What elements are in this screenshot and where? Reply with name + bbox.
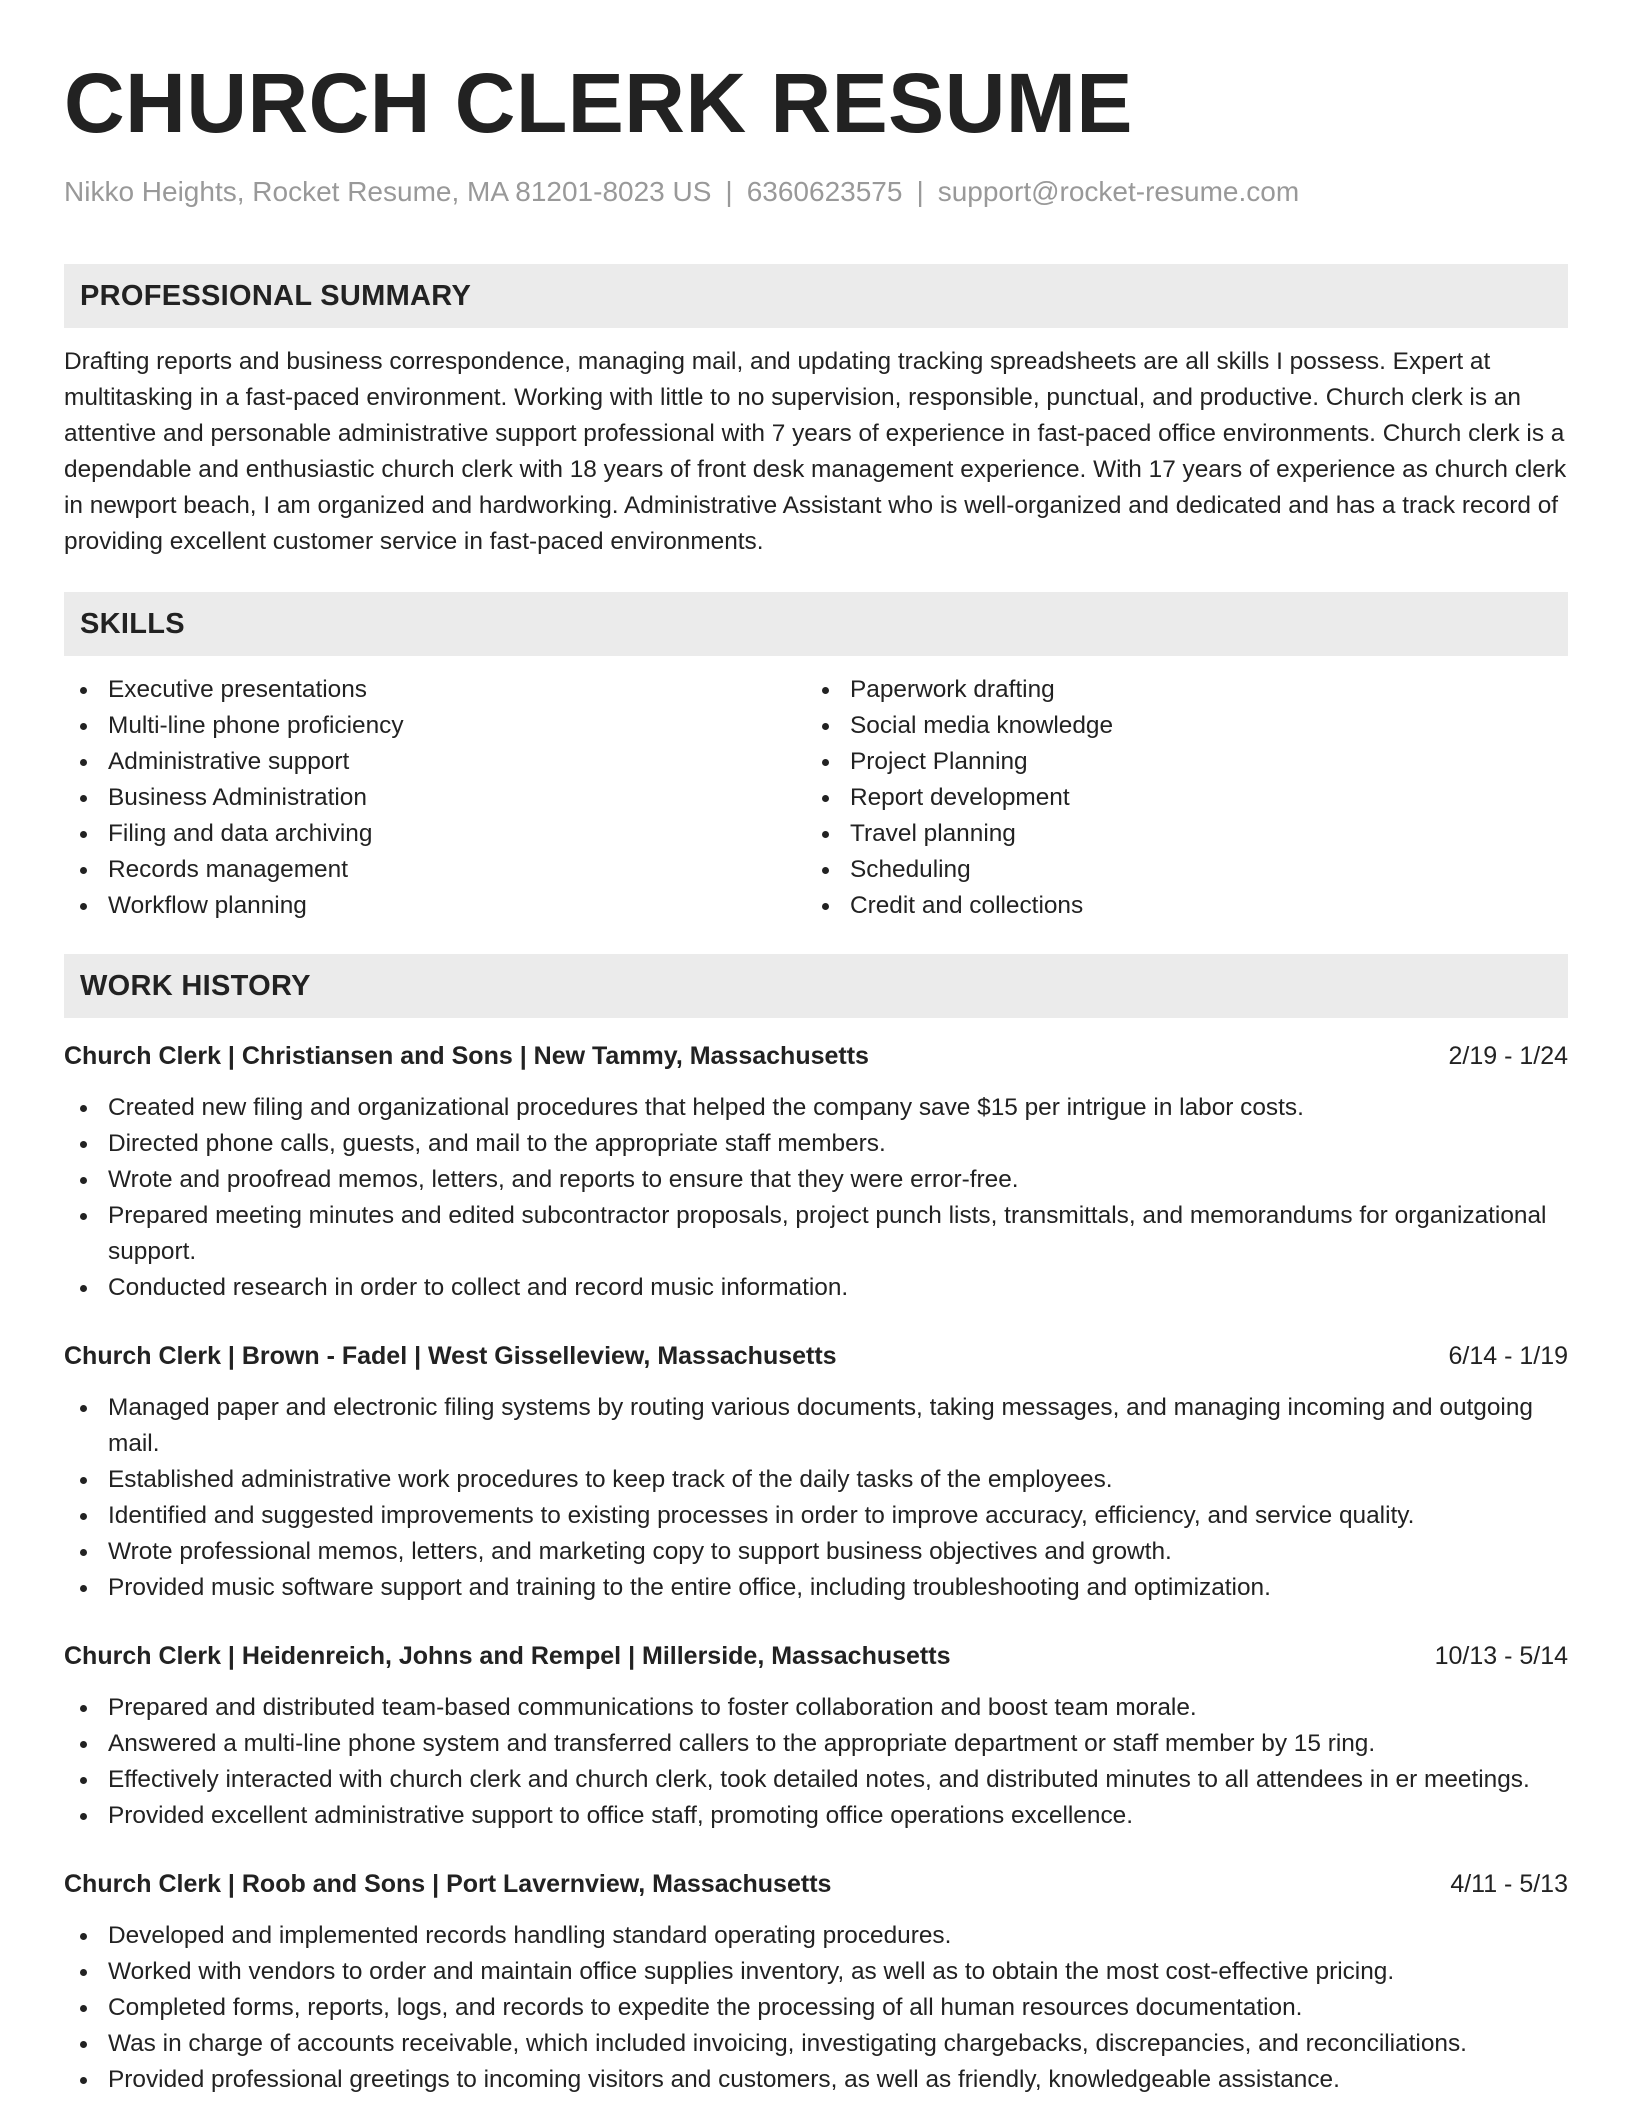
resume-page — [64, 48, 1568, 2098]
job-dates: 6/14 - 1/19 — [1448, 1342, 1568, 1370]
job-entry — [64, 1638, 1568, 1834]
skill-item: Credit and collections — [806, 888, 1548, 924]
job-bullet: Conducted research in order to collect and record music information. — [64, 1270, 1568, 1306]
job-bullet: Provided music software support and training to the entire office, including troubleshooting and optimization. — [64, 1570, 1568, 1606]
job-header — [64, 1866, 1568, 1902]
skill-item: Paperwork drafting — [806, 672, 1548, 708]
contact-separator: | — [725, 176, 733, 207]
job-bullet: Developed and implemented records handling standard operating procedures. — [64, 1918, 1568, 1954]
skill-item: Social media knowledge — [806, 708, 1548, 744]
job-bullets — [64, 1918, 1568, 2098]
summary-text: Drafting reports and business correspondence, managing mail, and updating tracking spreadsheets are all skills I possess. Expert at multitasking in a fast-paced environment. Working with little to no supervision, responsible, punctual, and productive. Church clerk is an attentive and personable administrative support professional with 7 years of experience in fast-paced office environments. Church clerk is a dependable and enthusiastic church clerk with 18 years of front desk management experience. With 17 years of experience as church clerk in newport beach, I am organized and hardworking. Administrative Assistant who is well-organized and dedicated and has a track record of providing excellent customer service in fast-paced environments. — [64, 348, 1567, 555]
work-history-heading: WORK HISTORY — [64, 954, 1568, 1018]
job-header — [64, 1638, 1568, 1674]
job-bullet: Wrote and proofread memos, letters, and reports to ensure that they were error-free. — [64, 1162, 1568, 1198]
job-title: Church Clerk | Christiansen and Sons | New Tammy, Massachusetts — [64, 1042, 869, 1070]
job-bullets — [64, 1390, 1568, 1606]
contact-phone: 6360623575 — [746, 176, 903, 207]
job-bullet: Established administrative work procedures to keep track of the daily tasks of the employees. — [64, 1462, 1568, 1498]
job-header — [64, 1038, 1568, 1074]
job-bullet: Provided excellent administrative support to office staff, promoting office operations excellence. — [64, 1798, 1568, 1834]
job-bullets — [64, 1690, 1568, 1834]
job-bullet: Prepared meeting minutes and edited subcontractor proposals, project punch lists, transmittals, and memorandums for organizational support. — [64, 1198, 1568, 1270]
job-entry — [64, 1866, 1568, 2098]
skill-item: Project Planning — [806, 744, 1548, 780]
skills-right-column — [806, 672, 1548, 924]
job-bullet: Answered a multi-line phone system and transferred callers to the appropriate department or staff member by 15 ring. — [64, 1726, 1568, 1762]
skill-item: Executive presentations — [64, 672, 806, 708]
job-bullet: Wrote professional memos, letters, and marketing copy to support business objectives and growth. — [64, 1534, 1568, 1570]
skill-item: Travel planning — [806, 816, 1548, 852]
job-title: Church Clerk | Brown - Fadel | West Gisselleview, Massachusetts — [64, 1342, 837, 1370]
skills-left-column — [64, 672, 806, 924]
resume-title: CHURCH CLERK RESUME — [64, 56, 1133, 150]
contact-separator: | — [916, 176, 924, 207]
job-bullet: Directed phone calls, guests, and mail to the appropriate staff members. — [64, 1126, 1568, 1162]
skill-item: Workflow planning — [64, 888, 806, 924]
job-bullet: Completed forms, reports, logs, and records to expedite the processing of all human resources documentation. — [64, 1990, 1568, 2026]
skill-item: Filing and data archiving — [64, 816, 806, 852]
skill-item: Records management — [64, 852, 806, 888]
skills-grid — [64, 672, 1568, 924]
job-bullet: Managed paper and electronic filing systems by routing various documents, taking messages, and managing incoming and outgoing mail. — [64, 1390, 1568, 1462]
skill-item: Administrative support — [64, 744, 806, 780]
job-entry — [64, 1038, 1568, 1306]
summary-heading: PROFESSIONAL SUMMARY — [64, 264, 1568, 328]
job-bullet: Prepared and distributed team-based communications to foster collaboration and boost team morale. — [64, 1690, 1568, 1726]
job-dates: 4/11 - 5/13 — [1450, 1870, 1568, 1898]
job-bullet: Worked with vendors to order and maintain office supplies inventory, as well as to obtain the most cost-effective pricing. — [64, 1954, 1568, 1990]
job-dates: 2/19 - 1/24 — [1448, 1042, 1568, 1070]
contact-email: support@rocket-resume.com — [937, 176, 1300, 207]
contact-address: Nikko Heights, Rocket Resume, MA 81201-8023 US — [64, 176, 712, 207]
job-bullet: Provided professional greetings to incoming visitors and customers, as well as friendly, knowledgeable assistance. — [64, 2062, 1568, 2098]
skill-item: Scheduling — [806, 852, 1548, 888]
contact-info — [64, 172, 1568, 212]
job-title: Church Clerk | Roob and Sons | Port Lavernview, Massachusetts — [64, 1870, 832, 1898]
job-bullet: Was in charge of accounts receivable, which included invoicing, investigating chargebacks, discrepancies, and reconciliations. — [64, 2026, 1568, 2062]
job-bullets — [64, 1090, 1568, 1306]
job-bullet: Created new filing and organizational procedures that helped the company save $15 per intrigue in labor costs. — [64, 1090, 1568, 1126]
job-title: Church Clerk | Heidenreich, Johns and Rempel | Millerside, Massachusetts — [64, 1642, 951, 1670]
job-header — [64, 1338, 1568, 1374]
skill-item: Multi-line phone proficiency — [64, 708, 806, 744]
job-dates: 10/13 - 5/14 — [1434, 1642, 1568, 1670]
job-bullet: Effectively interacted with church clerk and church clerk, took detailed notes, and distributed minutes to all attendees in er meetings. — [64, 1762, 1568, 1798]
job-entry — [64, 1338, 1568, 1606]
skill-item: Business Administration — [64, 780, 806, 816]
skill-item: Report development — [806, 780, 1548, 816]
skills-heading: SKILLS — [64, 592, 1568, 656]
job-bullet: Identified and suggested improvements to existing processes in order to improve accuracy, efficiency, and service quality. — [64, 1498, 1568, 1534]
